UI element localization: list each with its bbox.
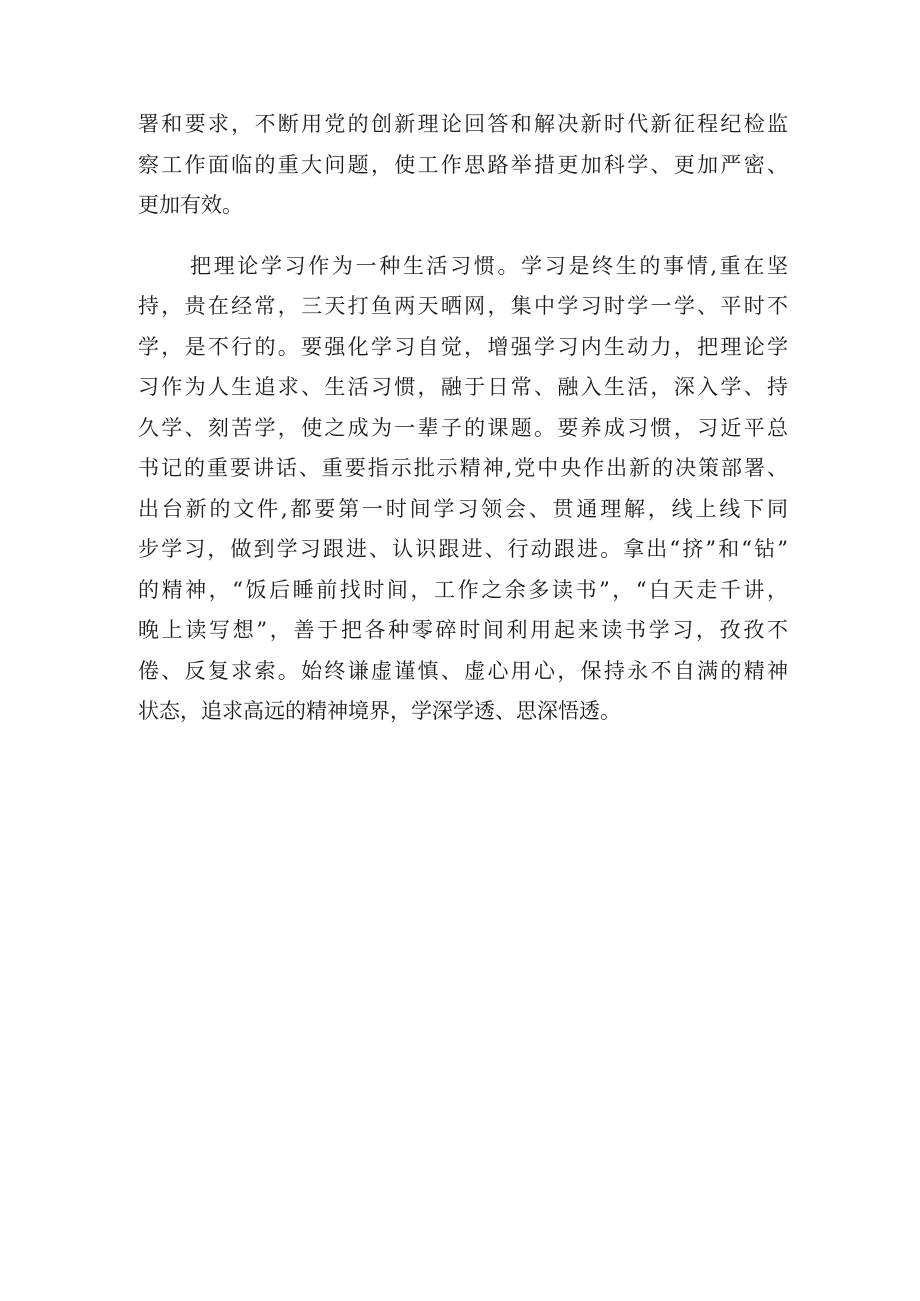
text-line: 晚上读写想”，善于把各种零碎时间利用起来读书学习，孜孜不 — [138, 618, 788, 642]
text-line: 学，是不行的。要强化学习自觉，增强学习内生动力，把理论学 — [138, 334, 788, 359]
text-line: 出台新的文件,都要第一时间学习领会、贯通理解，线上线下同 — [138, 496, 788, 521]
text-line: 倦、反复求索。始终谦虚谨慎、虚心用心，保持永不自满的精神 — [138, 658, 788, 683]
text-line: 持，贵在经常，三天打鱼两天晒网，集中学习时学一学、平时不 — [138, 294, 788, 318]
text-line: 书记的重要讲话、重要指示批示精神,党中央作出新的决策部署、 — [138, 456, 788, 480]
text-line: 久学、刻苦学，使之成为一辈子的课题。要养成习惯，习近平总 — [138, 415, 788, 440]
paragraph-spacer — [138, 226, 788, 246]
text-line: 把理论学习作为一种生活习惯。学习是终生的事情,重在坚 — [190, 253, 788, 278]
text-line: 的精神，“饭后睡前找时间，工作之余多读书”，“白天走千讲， — [138, 577, 788, 602]
text-line: 更加有效。 — [138, 193, 243, 217]
text-line: 状态，追求高远的精神境界，学深学透、思深悟透。 — [138, 699, 621, 723]
paragraph-1 — [138, 104, 788, 226]
paragraph-2 — [138, 246, 788, 732]
text-line: 习作为人生追求、生活习惯，融于日常、融入生活，深入学、持 — [138, 375, 788, 399]
document-body — [138, 104, 788, 732]
text-line: 署和要求，不断用党的创新理论回答和解决新时代新征程纪检监 — [138, 112, 788, 136]
text-line: 步学习，做到学习跟进、认识跟进、行动跟进。拿出“挤”和“钻” — [138, 537, 788, 561]
text-line: 察工作面临的重大问题，使工作思路举措更加科学、更加严密、 — [138, 152, 788, 177]
